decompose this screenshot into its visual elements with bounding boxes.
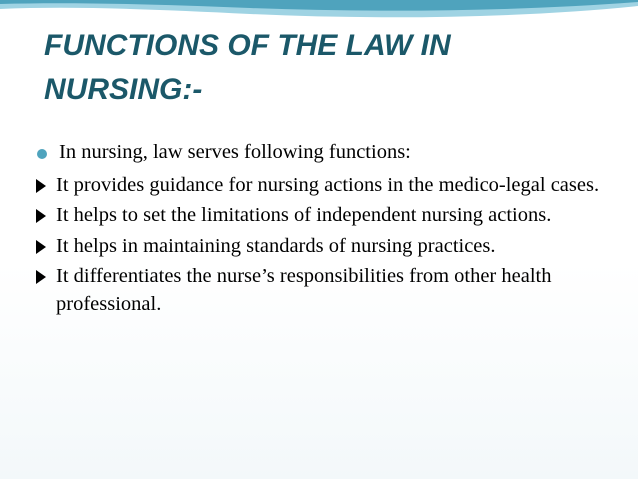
list-item-text: It provides guidance for nursing actions in the medico-legal cases. xyxy=(56,173,600,196)
intro-list-item xyxy=(34,139,604,167)
list-item-text: It helps to set the limitations of independent nursing actions. xyxy=(56,204,552,226)
list-item-text: It helps in maintaining standards of nursing practices. xyxy=(56,234,496,257)
list-item xyxy=(34,172,604,200)
list-item xyxy=(34,263,604,318)
bullet-list xyxy=(34,139,604,321)
arrow-bullet-icon xyxy=(36,209,46,223)
intro-text: In nursing, law serves following functions: xyxy=(59,141,411,163)
slide-title: FUNCTIONS OF THE LAW IN NURSING:- xyxy=(44,29,451,106)
list-item xyxy=(34,202,604,230)
circle-bullet-icon xyxy=(37,149,47,159)
arrow-bullet-icon xyxy=(36,270,46,284)
arrow-bullet-icon xyxy=(36,179,46,193)
list-item-text: It differentiates the nurse’s responsibilities from other health professional. xyxy=(56,265,552,315)
list-item xyxy=(34,233,604,261)
arrow-bullet-icon xyxy=(36,240,46,254)
